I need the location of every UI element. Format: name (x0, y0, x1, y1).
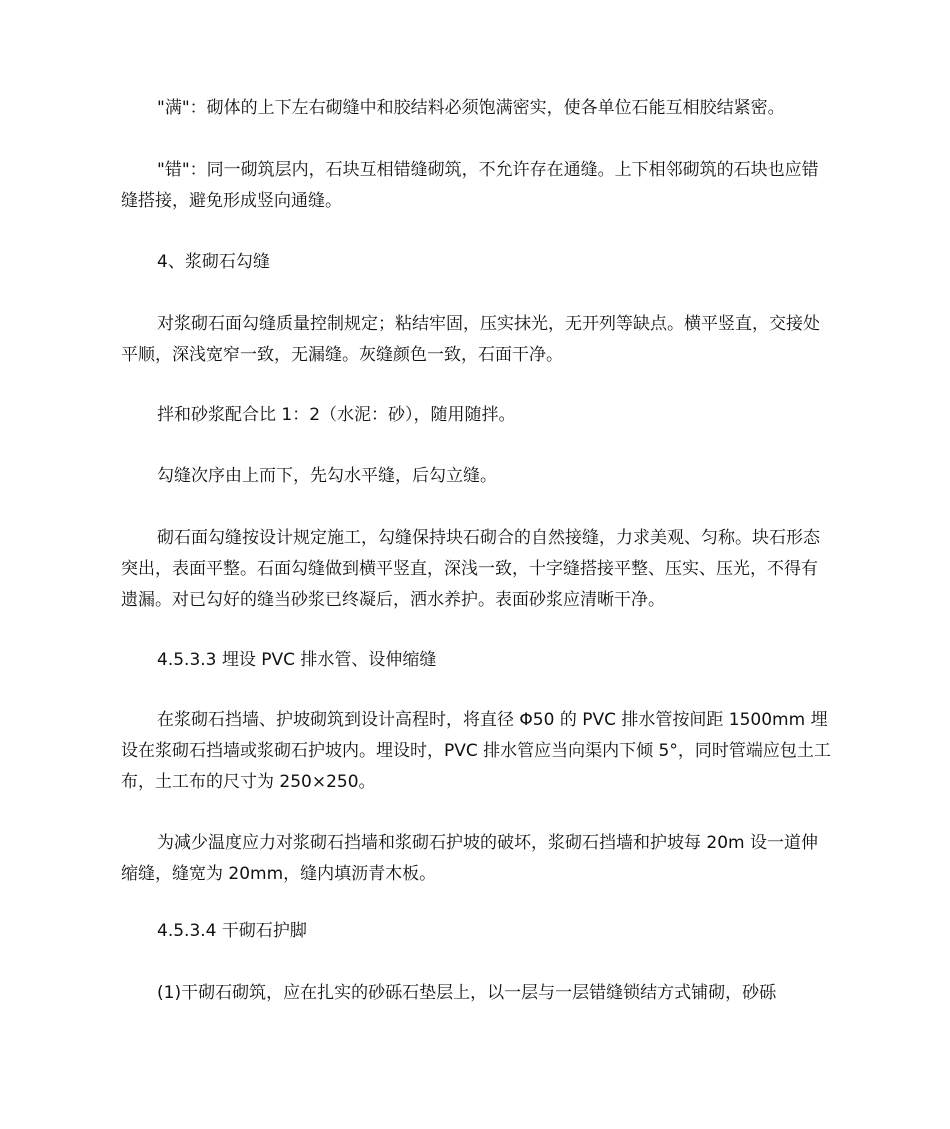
heading-dry-masonry: 4.5.3.4 干砌石护脚 (157, 921, 307, 941)
paragraph-goufeng-quality: 对浆砌石面勾缝质量控制规定；粘结牢固，压实抹光，无开列等缺点。横平竖直，交接处平顺，深浅宽窄一致，无漏缝。灰缝颜色一致，石面干净。 (121, 314, 820, 365)
heading-pvc-drain: 4.5.3.3 埋设 PVC 排水管、设伸缩缝 (157, 650, 437, 670)
paragraph-pvc-drain: 在浆砌石挡墙、护坡砌筑到设计高程时，将直径 Φ50 的 PVC 排水管按间距 1500mm 埋设在浆砌石挡墙或浆砌石护坡内。埋设时，PVC 排水管应当向渠内下倾 5°，同时管端应包土工布，土工布的尺寸为 250×250。 (121, 710, 831, 792)
heading-jiangqishi-gouf: 4、浆砌石勾缝 (157, 252, 270, 272)
paragraph-expansion-joint: 为减少温度应力对浆砌石挡墙和浆砌石护坡的破坏，浆砌石挡墙和护坡每 20m 设一道伸缩缝，缝宽为 20mm，缝内填沥青木板。 (121, 833, 818, 884)
paragraph-man: "满"：砌体的上下左右砌缝中和胶结料必须饱满密实，使各单位石能互相胶结紧密。 (157, 98, 785, 118)
paragraph-cuo: "错"：同一砌筑层内，石块互相错缝砌筑，不允许存在通缝。上下相邻砌筑的石块也应错缝搭接，避免形成竖向通缝。 (121, 160, 819, 211)
paragraph-goufeng-order: 勾缝次序由上而下，先勾水平缝，后勾立缝。 (157, 466, 497, 486)
paragraph-mortar-ratio: 拌和砂浆配合比 1：2（水泥：砂），随用随拌。 (157, 405, 516, 425)
paragraph-dry-masonry-1: (1)干砌石砌筑，应在扎实的砂砾石垫层上，以一层与一层错缝锁结方式铺砌，砂砾 (157, 983, 777, 1003)
paragraph-goufeng-construction: 砌石面勾缝按设计规定施工，勾缝保持块石砌合的自然接缝，力求美观、匀称。块石形态突出，表面平整。石面勾缝做到横平竖直，深浅一致，十字缝搭接平整、压实、压光，不得有遗漏。对已勾好的缝当砂浆已终凝后，洒水养护。表面砂浆应清晰干净。 (121, 528, 820, 610)
